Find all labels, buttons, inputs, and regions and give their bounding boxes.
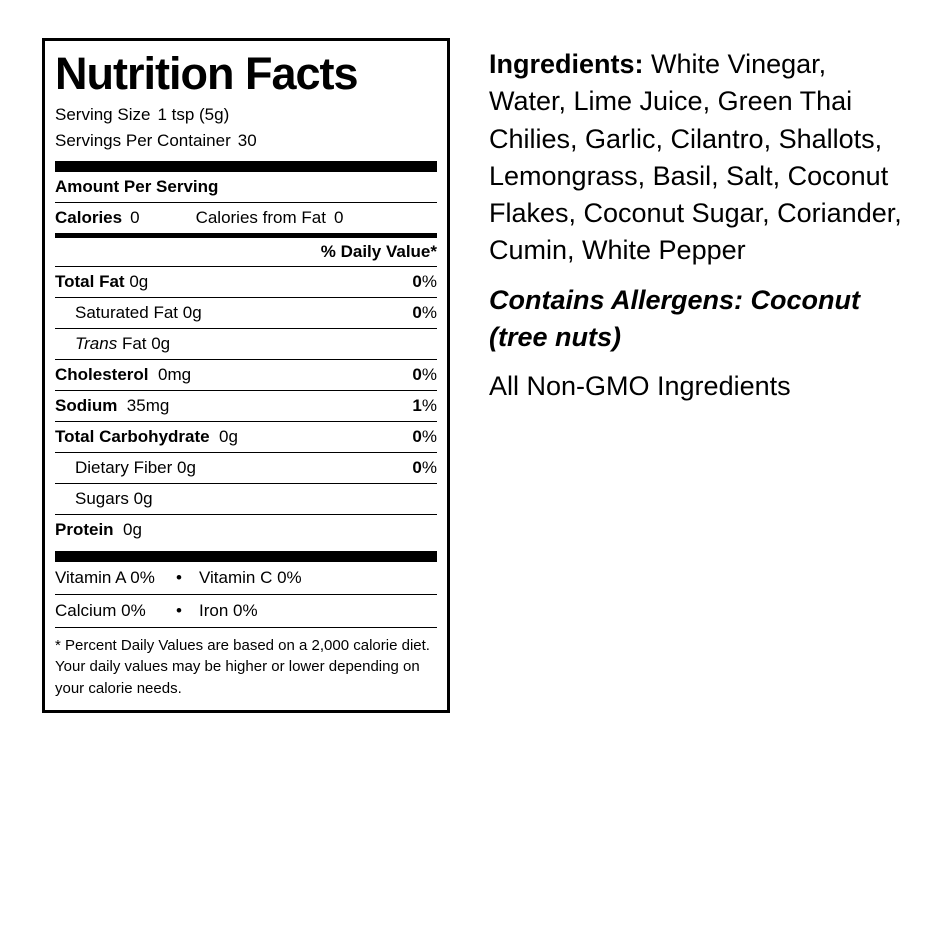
calories-from-fat-label: Calories from Fat: [195, 207, 326, 227]
table-row: [55, 298, 437, 328]
percent-sign: %: [421, 271, 437, 291]
calories-row: [55, 203, 437, 233]
servings-per-container-line: [55, 128, 437, 154]
vitamin-a-value: Vitamin A 0%: [55, 567, 155, 587]
allergen-statement: Contains Allergens: Coconut (tree nuts): [489, 284, 861, 352]
nutrient-dv: 0: [412, 457, 422, 477]
nutrient-amount: 0g: [219, 426, 238, 446]
nutrient-amount: 0g: [182, 302, 202, 322]
table-row: [55, 391, 437, 421]
nutrient-name: Protein: [55, 519, 114, 539]
calories-from-fat-value: 0: [333, 207, 344, 227]
iron-value: Iron 0%: [199, 600, 258, 620]
serving-size-value: 1 tsp (5g): [157, 105, 230, 124]
nutrient-name: Sugars: [75, 488, 129, 508]
percent-sign: %: [421, 426, 437, 446]
ingredients-label: Ingredients:: [489, 49, 644, 79]
daily-value-footnote: * Percent Daily Values are based on a 2,000 calorie diet. Your daily values may be higher or lower depending on your calorie needs.: [55, 636, 430, 698]
nutrient-dv: 0: [412, 271, 422, 291]
nutrient-amount: 0g: [177, 457, 196, 477]
nutrient-amount: 0g: [133, 488, 153, 508]
bullet-icon: •: [176, 600, 182, 620]
nutrient-name: Saturated Fat: [75, 302, 179, 322]
nutrient-name: Total Fat: [55, 271, 125, 291]
table-row: [55, 595, 437, 627]
amount-per-serving: Amount Per Serving: [55, 176, 219, 196]
nutrient-name: Cholesterol: [55, 364, 149, 384]
page-title: Nutrition Facts: [55, 48, 358, 99]
daily-value-header: % Daily Value*: [320, 241, 437, 261]
nutrient-dv: 1: [412, 395, 422, 415]
nutrient-amount: 0g: [129, 271, 149, 291]
calcium-value: Calcium 0%: [55, 600, 146, 620]
nutrient-dv: 0: [412, 302, 422, 322]
non-gmo-statement: All Non-GMO Ingredients: [489, 371, 791, 401]
nutrient-amount: Fat 0g: [121, 333, 171, 353]
percent-sign: %: [421, 364, 437, 384]
table-row: [55, 267, 437, 297]
bullet-icon: •: [176, 567, 182, 587]
vitamin-c-value: Vitamin C 0%: [199, 567, 302, 587]
ingredients-block: [489, 46, 909, 405]
serving-size-label: Serving Size: [55, 105, 151, 124]
table-row: [55, 329, 437, 359]
serving-size-line: [55, 102, 437, 128]
nutrient-amount: 0mg: [157, 364, 192, 384]
table-row: [55, 453, 437, 483]
table-row: [55, 422, 437, 452]
percent-sign: %: [421, 457, 437, 477]
divider-thick-bottom: [55, 551, 437, 562]
servings-per-container-value: 30: [237, 131, 257, 151]
percent-sign: %: [421, 395, 437, 415]
table-row: [55, 360, 437, 390]
table-row: [55, 484, 437, 514]
calories-label: Calories: [55, 207, 123, 227]
nutrient-name: Total Carbohydrate: [55, 426, 210, 446]
ingredients-text: White Vinegar, Water, Lime Juice, Green Thai Chilies, Garlic, Cilantro, Shallots, Lemongrass, Basil, Salt, Coconut Flakes, Coconut Sugar, Coriander, Cumin, White Pepper: [489, 49, 902, 266]
nutrient-rows: [55, 267, 437, 545]
nutrient-name: Dietary Fiber: [75, 457, 173, 477]
nutrient-name: Sodium: [55, 395, 118, 415]
nutrient-name: Trans: [75, 333, 118, 353]
calories-value: 0: [130, 207, 140, 227]
ingredients-paragraph: [489, 46, 909, 270]
divider-thick-top: [55, 161, 437, 172]
nutrition-facts-panel: [42, 38, 450, 713]
table-row: [55, 562, 437, 594]
nutrient-amount: 35mg: [126, 395, 170, 415]
servings-per-container-label: Servings Per Container: [55, 131, 231, 151]
percent-sign: %: [421, 302, 437, 322]
nutrient-dv: 0: [412, 426, 422, 446]
nutrient-dv: 0: [412, 364, 422, 384]
table-row: [55, 515, 437, 545]
nutrient-amount: 0g: [123, 519, 142, 539]
